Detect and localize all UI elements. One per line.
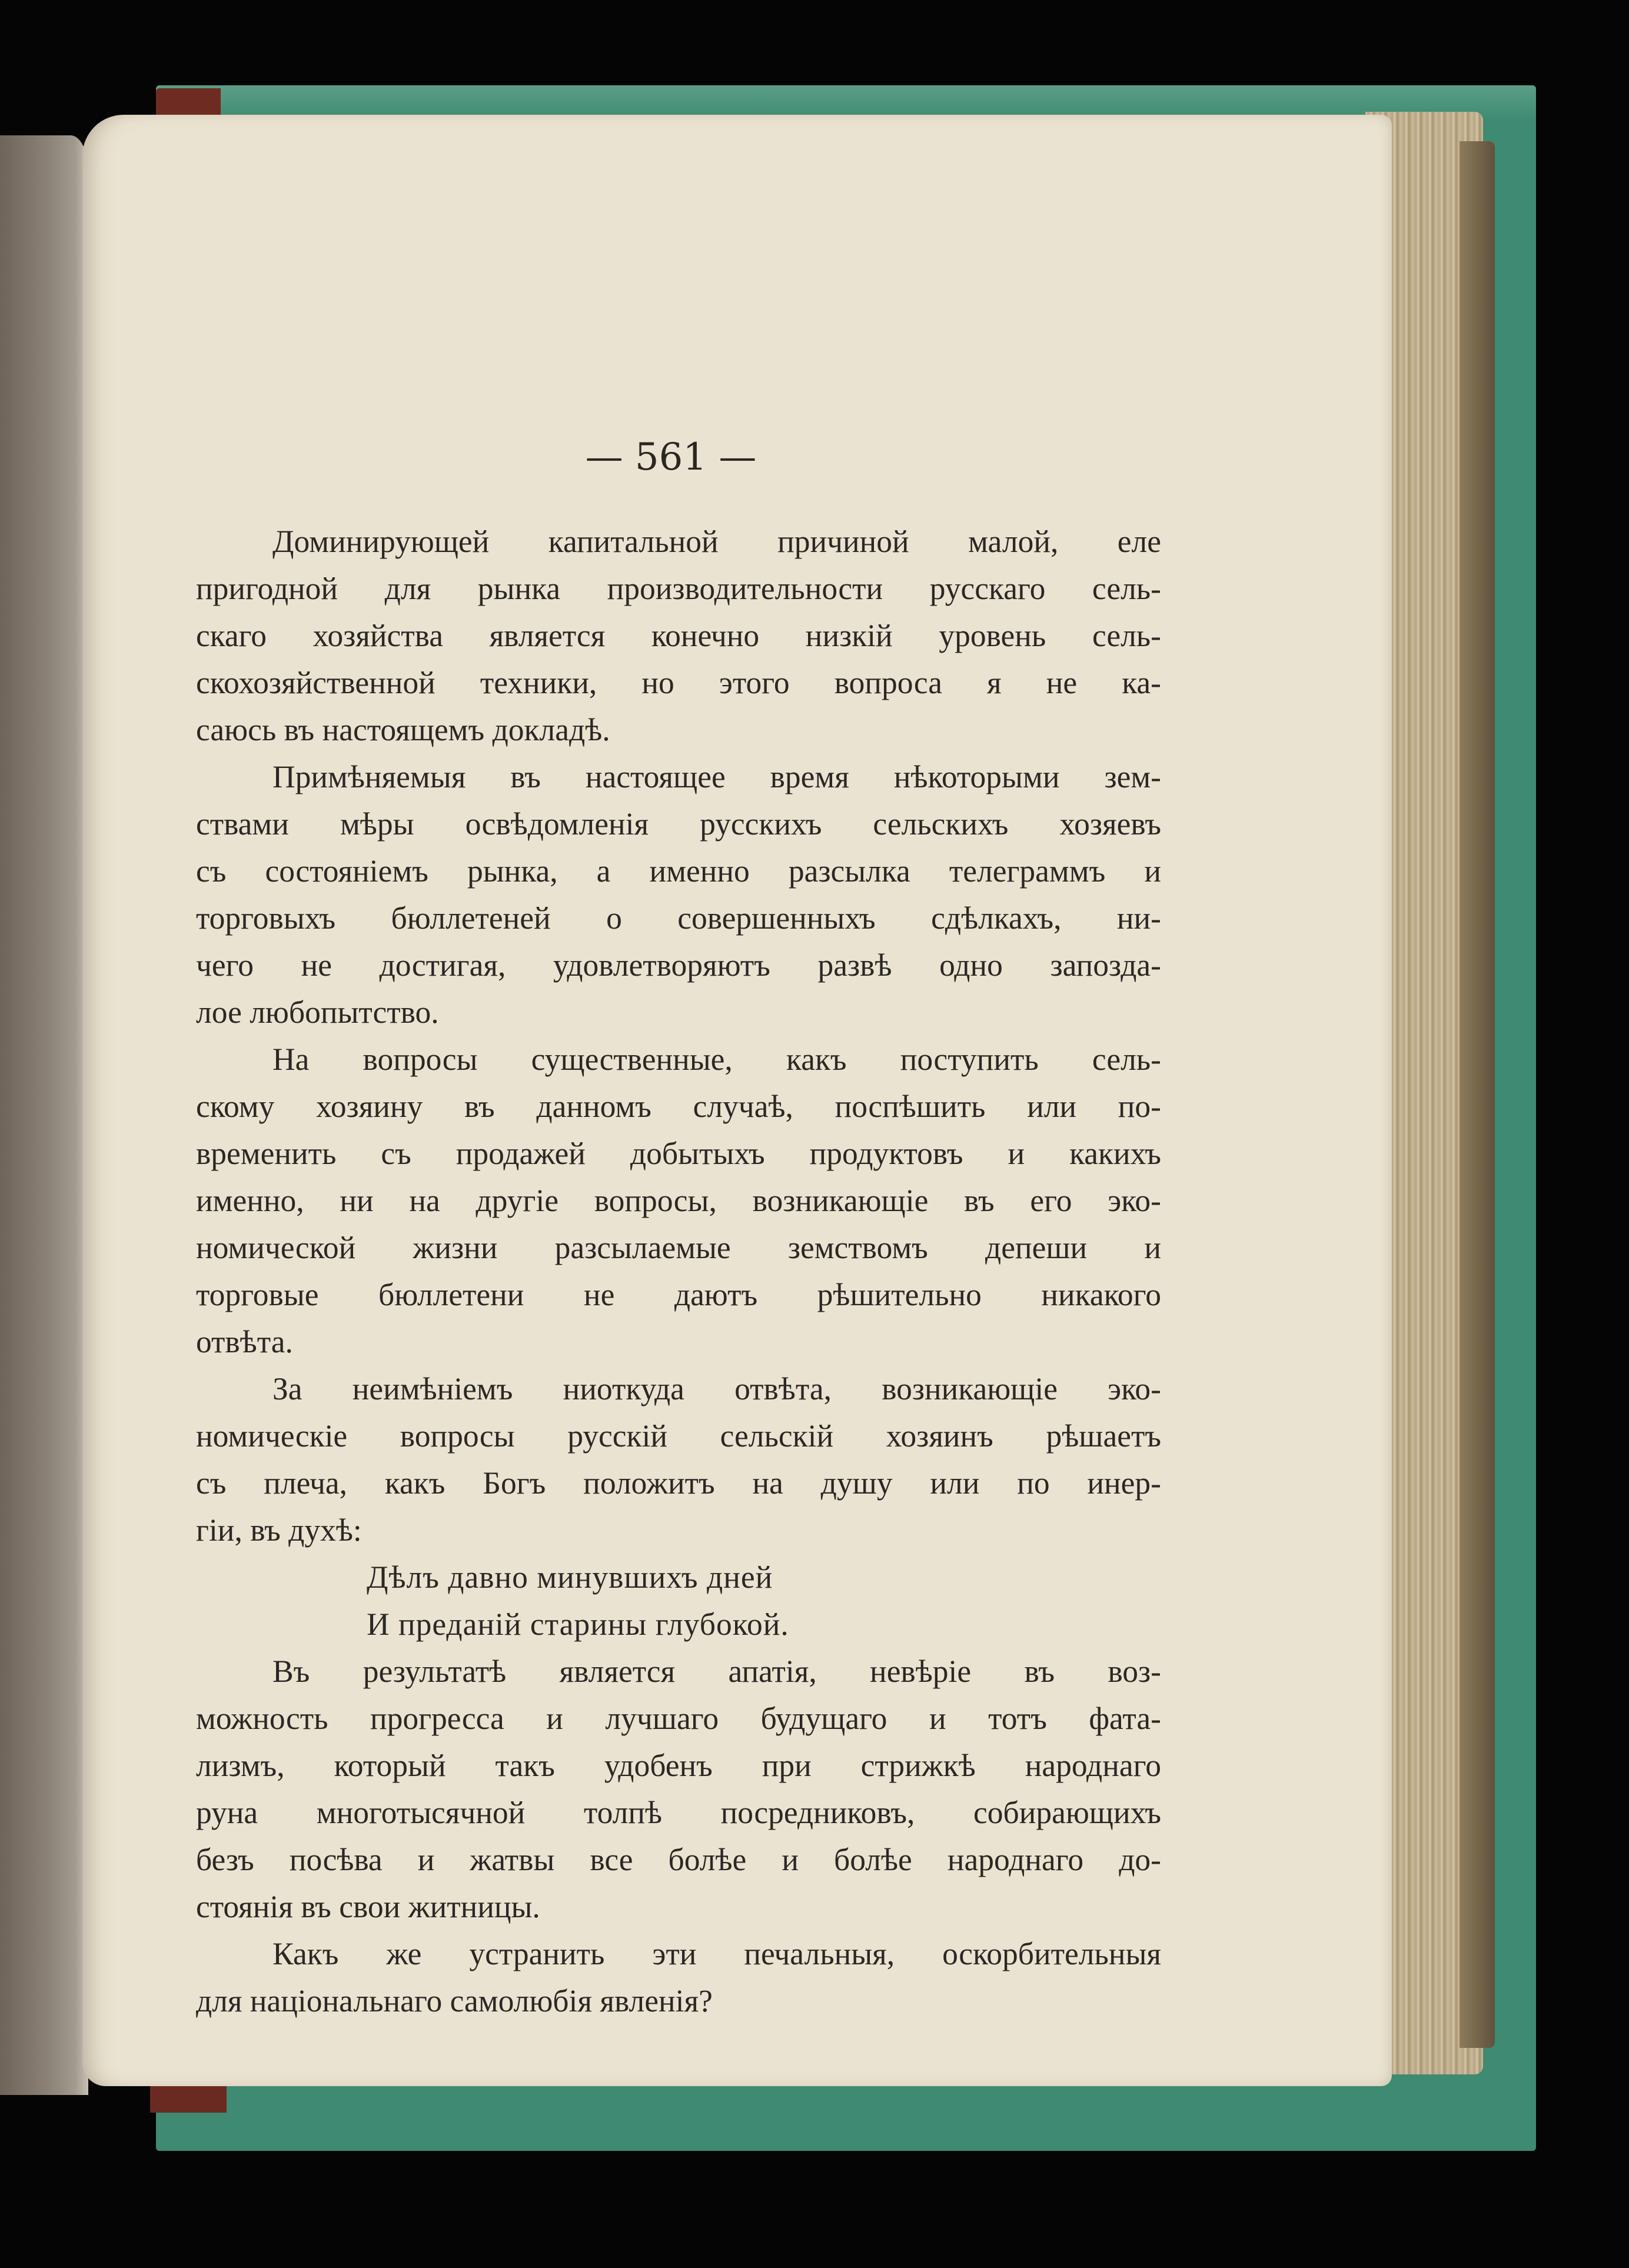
text-line: номической жизни разсылаемые земствомъ депеши и [196,1230,1161,1265]
text-line: торговые бюллетени не даютъ рѣшительно никакого [196,1277,1161,1312]
text-line: Въ результатѣ является апатія, невѣріе въ воз- [272,1654,1161,1689]
text-line: съ плеча, какъ Богъ положитъ на душу или по инер- [196,1465,1161,1501]
book-page [82,115,1392,2086]
text-line: ствами мѣры освѣдомленія русскихъ сельскихъ хозяевъ [196,806,1161,842]
text-line: съ состояніемъ рынка, а именно разсылка телеграммъ и [196,853,1161,889]
text-line: лое любопытство. [196,995,439,1030]
text-line: стоянія въ свои житницы. [196,1889,540,1924]
text-line: временить съ продажей добытыхъ продуктовъ и какихъ [196,1136,1161,1171]
text-line: отвѣта. [196,1324,293,1359]
text-line: торговыхъ бюллетеней о совершенныхъ сдѣлкахъ, ни- [196,900,1161,936]
text-line: скаго хозяйства является конечно низкій уровень сель- [196,618,1161,653]
text-line: Примѣняемыя въ настоящее время нѣкоторыми зем- [272,759,1161,794]
page-number: — 561 — [585,435,757,479]
text-line: чего не достигая, удовлетворяютъ развѣ одно запозда- [196,947,1161,983]
body-text [196,518,1161,2024]
text-line: безъ посѣва и жатвы все болѣе и болѣе народнаго до- [196,1842,1161,1877]
text-line: Какъ же устранить эти печальныя, оскорбительныя [272,1936,1161,1971]
text-line: для національнаго самолюбія явленія? [196,1983,713,2018]
text-line: пригодной для рынка производительности русскаго сель- [196,571,1161,606]
text-line: номическіе вопросы русскій сельскій хозяинъ рѣшаетъ [196,1418,1161,1454]
text-line: саюсь въ настоящемъ докладѣ. [196,712,610,747]
text-line: И преданій старины глубокой. [367,1607,789,1642]
text-line: руна многотысячной толпѣ посредниковъ, собирающихъ [196,1795,1161,1830]
text-line: именно, ни на другіе вопросы, возникающіе въ его эко- [196,1183,1161,1218]
text-line: лизмъ, который такъ удобенъ при стрижкѣ народнаго [196,1748,1161,1783]
text-line: Доминирующей капитальной причиной малой, еле [272,524,1161,559]
facing-page-edge [0,135,88,2095]
page-edges-shadow [1460,141,1495,2048]
text-line: гіи, въ духѣ: [196,1512,362,1548]
text-line: можность прогресса и лучшаго будущаго и тотъ фата- [196,1701,1161,1736]
text-line: На вопросы существенные, какъ поступить сель- [272,1042,1161,1077]
text-line: скохозяйственной техники, но этого вопроса я не ка- [196,665,1161,700]
text-line: За неимѣніемъ ниоткуда отвѣта, возникающіе эко- [272,1371,1161,1406]
text-line: Дѣлъ давно минувшихъ дней [367,1559,773,1595]
text-line: скому хозяину въ данномъ случаѣ, поспѣшить или по- [196,1089,1161,1124]
